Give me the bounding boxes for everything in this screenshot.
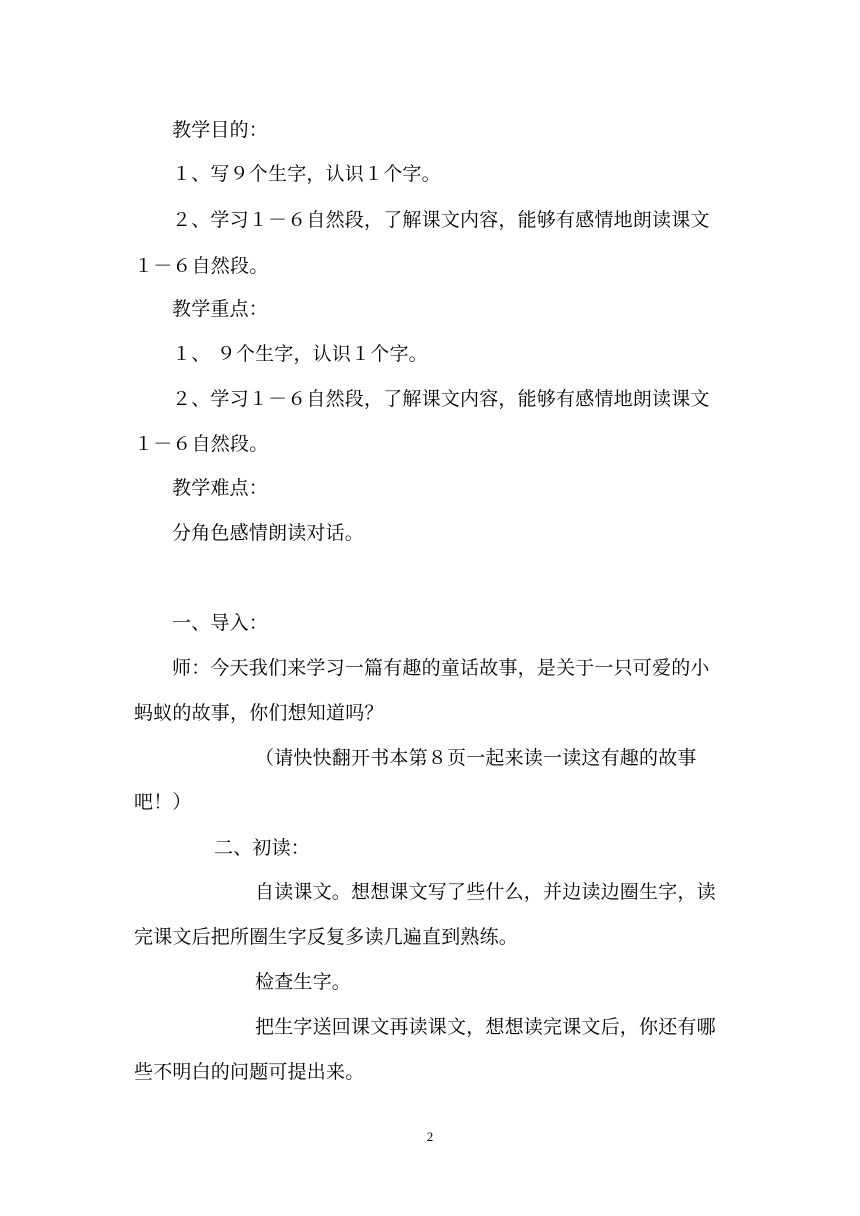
section-1-line-1: 师：今天我们来学习一篇有趣的童话故事，是关于一只可爱的小 [172,657,710,679]
section-1-line-3: （请快快翻开书本第８页一起来读一读这有趣的故事 [255,747,697,769]
key-point-item-2: ２、学习１－６自然段，了解课文内容，能够有感情地朗读课文 [172,388,710,410]
section-2-line-2: 完课文后把所圈生字反复多读几遍直到熟练。 [134,926,519,948]
section-1-line-4: 吧！） [134,791,192,813]
objective-item-2-continued: １－６自然段。 [134,255,269,277]
section-1-heading: 一、导入： [172,612,269,634]
section-2-line-5: 些不明白的问题可提出来。 [134,1061,365,1083]
section-1-line-2: 蚂蚁的故事，你们想知道吗？ [134,702,384,724]
difficulty-text: 分角色感情朗读对话。 [172,522,365,544]
objective-item-1: １、写９个生字，认识１个字。 [172,163,441,185]
page-number: 2 [426,1129,434,1144]
section-2-line-4: 把生字送回课文再读课文，想想读完课文后，你还有哪 [255,1016,716,1038]
objective-item-2: ２、学习１－６自然段，了解课文内容，能够有感情地朗读课文 [172,209,710,231]
section-2-line-3: 检查生字。 [255,971,352,993]
key-point-item-2-continued: １－６自然段。 [134,433,269,455]
key-points-heading: 教学重点： [172,298,269,320]
difficulties-heading: 教学难点： [172,477,269,499]
section-2-heading: 二、初读： [214,837,311,859]
key-point-item-1: １、 ９个生字，认识１个字。 [172,343,428,365]
section-2-line-1: 自读课文。想想课文写了些什么，并边读边圈生字，读 [255,881,716,903]
objectives-heading: 教学目的： [172,119,269,141]
